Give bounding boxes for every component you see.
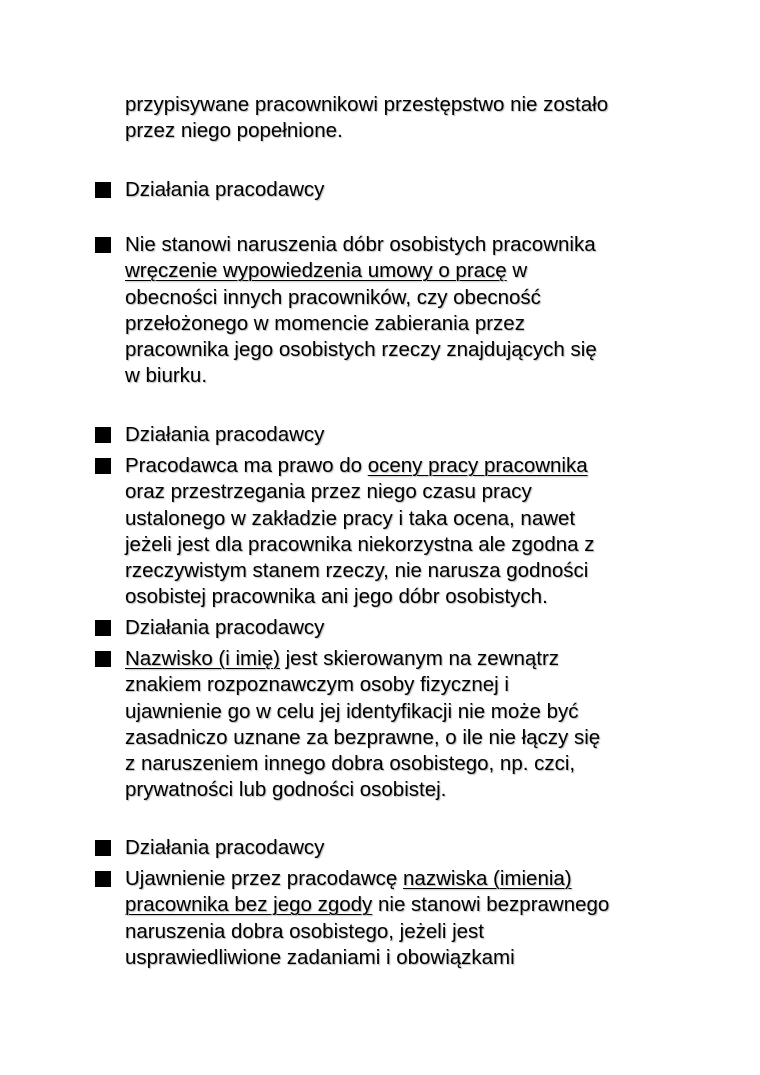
text-run: w biurku.	[125, 364, 208, 388]
square-bullet-icon	[95, 651, 111, 667]
bullet-heading	[125, 177, 735, 203]
square-bullet-icon	[95, 237, 111, 253]
text-run: osobistej pracownika ani jego dóbr osobistych.	[125, 585, 548, 609]
text-run: naruszenia dobra osobistego, jeżeli jest	[125, 919, 484, 943]
text-line	[125, 258, 735, 284]
text-run: ustalonego w zakładzie pracy i taka ocena, nawet	[125, 506, 576, 530]
text-run: z naruszeniem innego dobra osobistego, np. czci,	[125, 752, 576, 776]
text-run: Pracodawca ma prawo do	[125, 454, 368, 477]
text-run: Działania pracodawcy	[125, 178, 325, 201]
underlined-text: pracownika bez jego zgody	[125, 893, 373, 917]
text-run: przez niego popełnione.	[125, 119, 343, 143]
text-line	[125, 92, 735, 118]
text-run: ujawnienie go w celu jej identyfikacji nie może być	[125, 699, 579, 723]
text-run: pracownika jego osobistych rzeczy znajdujących się	[125, 338, 597, 362]
square-bullet-icon	[95, 427, 111, 443]
underlined-text: Nazwisko (i imię)	[125, 647, 280, 670]
text-run: obecności innych pracowników, czy obecność	[125, 285, 541, 309]
text-line	[125, 725, 735, 751]
text-line	[125, 646, 735, 672]
text-line	[125, 285, 735, 311]
underlined-text: nazwiska (imienia)	[403, 867, 572, 890]
text-line	[125, 177, 735, 203]
square-bullet-icon	[95, 182, 111, 198]
underlined-text: oceny pracy pracownika	[367, 454, 588, 477]
text-line	[125, 558, 735, 584]
bullet-heading	[125, 422, 735, 448]
text-run: usprawiedliwione zadaniami i obowiązkami	[125, 945, 515, 969]
square-bullet-icon	[95, 871, 111, 887]
bullet-paragraph	[125, 232, 735, 390]
text-line	[125, 532, 735, 558]
text-run: przełożonego w momencie zabierania przez	[125, 311, 525, 335]
text-line	[125, 919, 735, 945]
text-run: jest skierowanym na zewnątrz	[279, 647, 560, 670]
text-line	[125, 479, 735, 505]
text-run: rzeczywistym stanem rzeczy, nie narusza godności	[125, 559, 589, 583]
bullet-paragraph	[125, 866, 735, 971]
text-line	[125, 672, 735, 698]
text-run: Działania pracodawcy	[125, 423, 325, 446]
text-line	[125, 506, 735, 532]
text-line	[125, 422, 735, 448]
text-run: zasadniczo uznane za bezprawne, o ile nie łączy się	[125, 725, 601, 749]
text-run: w	[506, 259, 528, 283]
text-line	[125, 232, 735, 258]
text-run: Działania pracodawcy	[125, 616, 325, 639]
bullet-heading	[125, 615, 735, 641]
text-run: Działania pracodawcy	[125, 836, 325, 859]
text-line	[125, 337, 735, 363]
text-line	[125, 751, 735, 777]
text-line	[125, 699, 735, 725]
text-run: jeżeli jest dla pracownika niekorzystna ale zgodna z	[125, 532, 595, 556]
text-line	[125, 777, 735, 803]
continuation-paragraph	[125, 92, 735, 145]
text-line	[125, 453, 735, 479]
text-run: Ujawnienie przez pracodawcę	[125, 867, 404, 890]
bullet-heading	[125, 835, 735, 861]
text-run: znakiem rozpoznawczym osoby fizycznej i	[125, 673, 509, 697]
underlined-text: wręczenie wypowiedzenia umowy o pracę	[125, 259, 507, 283]
bullet-paragraph	[125, 453, 735, 611]
text-line	[125, 584, 735, 610]
text-run: prywatności lub godności osobistej.	[125, 778, 447, 802]
text-line	[125, 363, 735, 389]
text-line	[125, 615, 735, 641]
bullet-paragraph	[125, 646, 735, 804]
text-run: oraz przestrzegania przez niego czasu pracy	[125, 480, 532, 504]
square-bullet-icon	[95, 840, 111, 856]
text-run: Nie stanowi naruszenia dóbr osobistych pracownika	[125, 233, 596, 256]
text-line	[125, 945, 735, 971]
text-line	[125, 118, 735, 144]
text-run: nie stanowi bezprawnego	[372, 893, 610, 917]
square-bullet-icon	[95, 620, 111, 636]
square-bullet-icon	[95, 458, 111, 474]
text-run: przypisywane pracownikowi przestępstwo nie zostało	[125, 93, 609, 116]
text-line	[125, 892, 735, 918]
text-line	[125, 311, 735, 337]
text-line	[125, 866, 735, 892]
text-line	[125, 835, 735, 861]
